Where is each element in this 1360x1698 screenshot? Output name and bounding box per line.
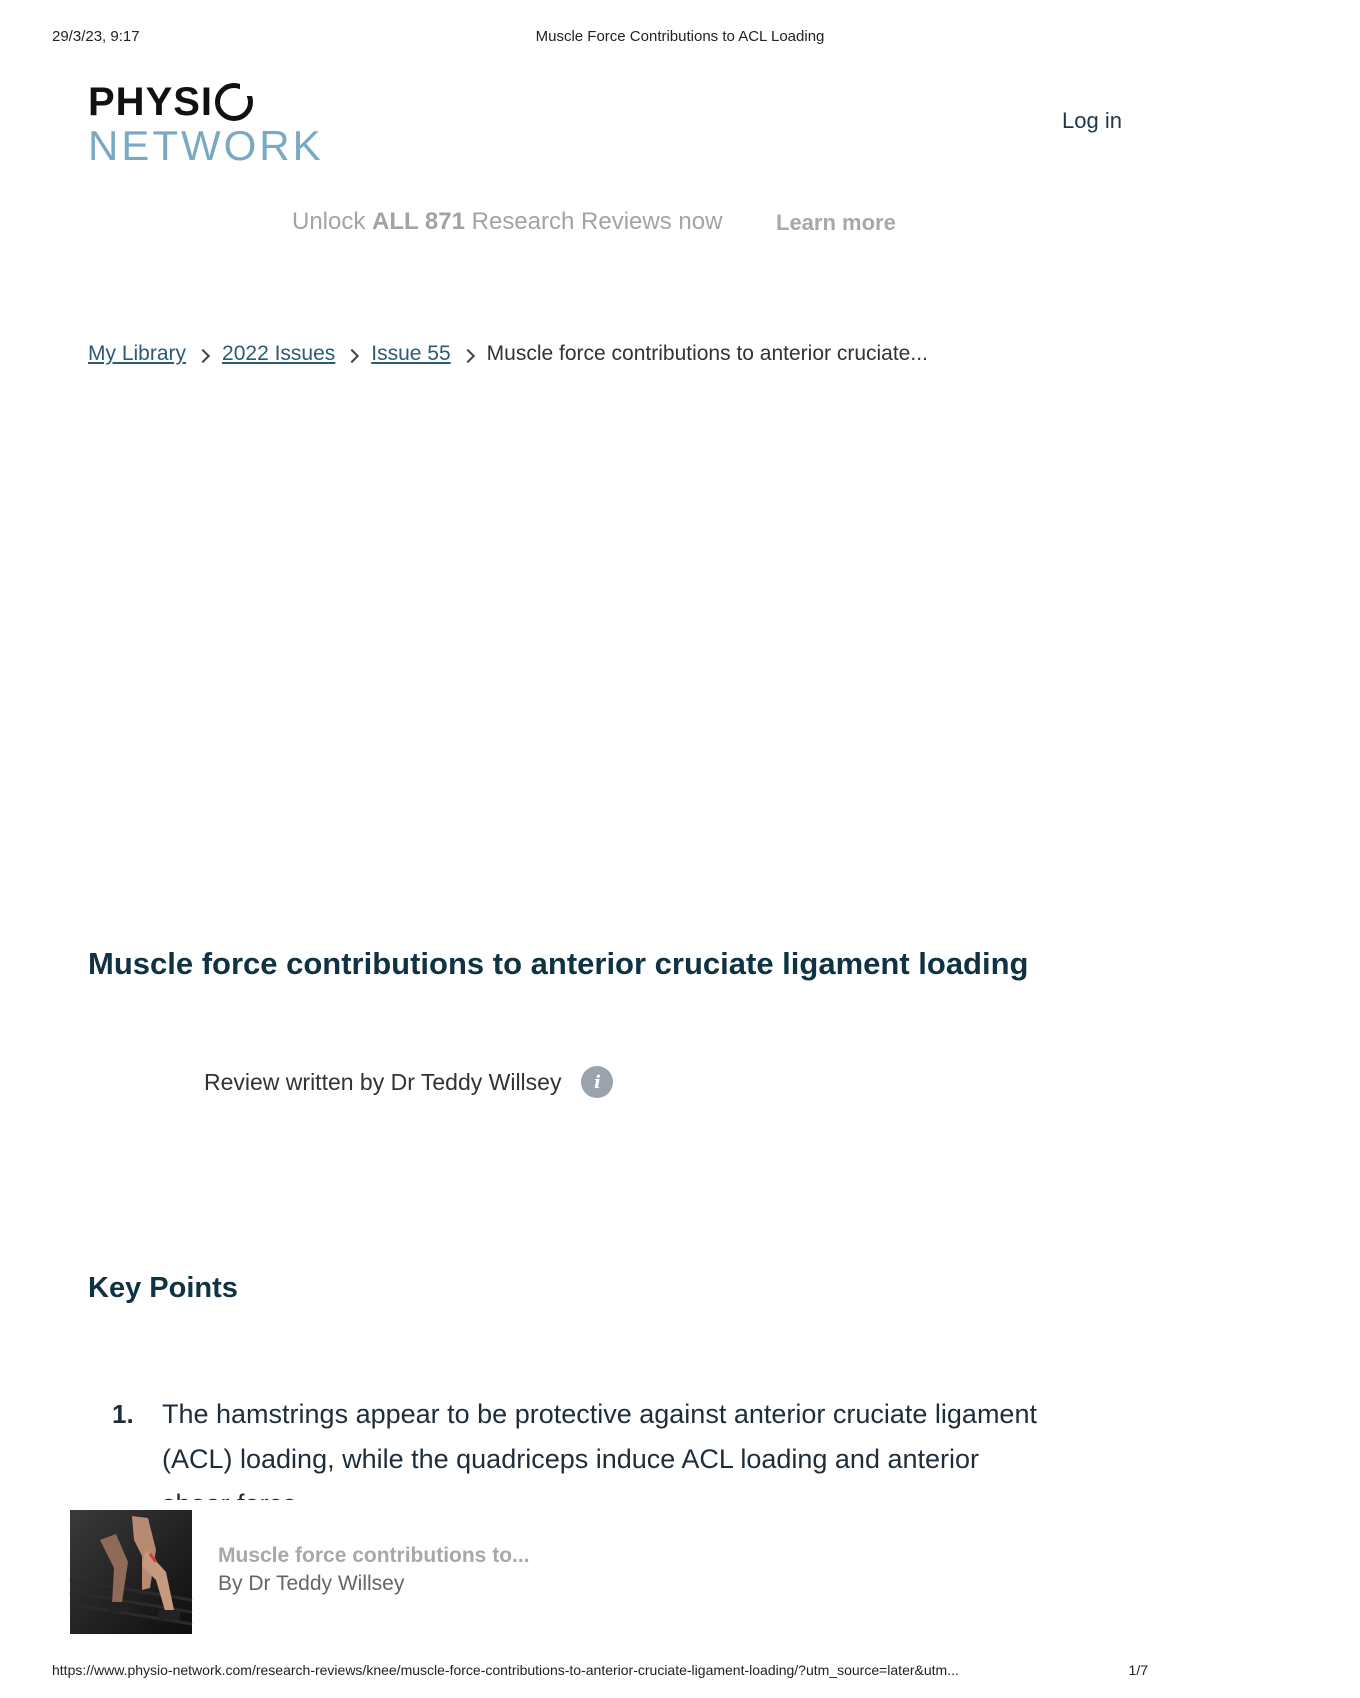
mini-player-author: By Dr Teddy Willsey — [218, 1572, 405, 1595]
unlock-suffix: Research Reviews now — [464, 208, 723, 235]
key-point-number: 1. — [112, 1399, 134, 1429]
runner-thumbnail-image — [70, 1510, 192, 1634]
key-point-item — [112, 1392, 1052, 1500]
print-page-number: 1/7 — [1128, 1662, 1148, 1678]
mini-player-title[interactable]: Muscle force contributions to... — [218, 1544, 530, 1567]
unlock-count: ALL 871 — [372, 208, 465, 235]
chevron-right-icon — [345, 349, 359, 363]
print-document-title: Muscle Force Contributions to ACL Loading — [535, 28, 825, 45]
logo-text-physio: PHYSI — [88, 80, 214, 124]
article-thumbnail[interactable] — [70, 1510, 192, 1634]
print-date: 29/3/23, 9:17 — [52, 28, 140, 45]
print-url: https://www.physio-network.com/research-reviews/knee/muscle-force-contributions-to-anterior-cruciate-ligament-loading/?utm_source=later&utm... — [52, 1662, 959, 1678]
login-link[interactable]: Log in — [1062, 108, 1122, 133]
logo-text-network: NETWORK — [88, 122, 324, 169]
article-title: Muscle force contributions to anterior cruciate ligament loading — [88, 946, 1029, 981]
chevron-right-icon — [461, 349, 475, 363]
byline-text: Review written by Dr Teddy Willsey — [204, 1068, 562, 1095]
breadcrumb-issue-55[interactable]: Issue 55 — [371, 342, 451, 365]
logo-ring-icon — [215, 83, 253, 121]
key-point-text: The hamstrings appear to be protective against anterior cruciate ligament (ACL) loading, while the quadriceps induce ACL loading and anterior — [162, 1399, 1037, 1474]
learn-more-button[interactable]: Learn more — [776, 210, 896, 235]
breadcrumb-current: Muscle force contributions to anterior cruciate... — [486, 342, 928, 365]
breadcrumb-2022-issues[interactable]: 2022 Issues — [222, 342, 336, 365]
unlock-banner-text — [292, 208, 722, 236]
key-points-heading: Key Points — [88, 1272, 238, 1304]
info-icon[interactable]: i — [581, 1066, 613, 1098]
chevron-right-icon — [196, 349, 210, 363]
article-byline — [204, 1066, 613, 1098]
breadcrumb-my-library[interactable]: My Library — [88, 342, 187, 365]
breadcrumb — [88, 342, 928, 366]
physio-network-logo[interactable] — [88, 80, 324, 168]
unlock-prefix: Unlock — [292, 208, 373, 235]
